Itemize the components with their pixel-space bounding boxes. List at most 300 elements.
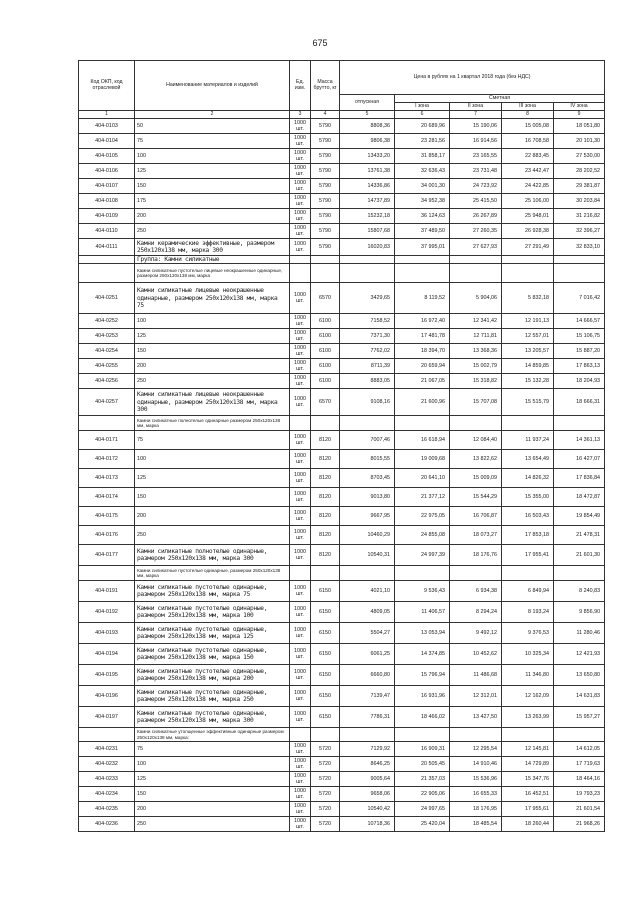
page-number: 675 [312, 38, 328, 48]
header-zone-2: II зона [450, 103, 502, 111]
item-mass: 6150 [311, 686, 340, 707]
group-empty-cell [311, 264, 340, 283]
zone-2-price: 8 294,24 [450, 602, 502, 623]
table-body [79, 119, 605, 832]
item-code: 404-0172 [79, 450, 135, 469]
zone-2-price: 12 312,01 [450, 686, 502, 707]
zone-2-price: 15 536,96 [450, 772, 502, 787]
table-row [79, 314, 605, 329]
zone-2-price: 23 165,55 [450, 149, 502, 164]
table-row [79, 742, 605, 757]
release-price: 16020,83 [340, 239, 395, 256]
column-number: 2 [135, 111, 290, 119]
release-price: 7762,02 [340, 344, 395, 359]
item-unit: 1000 шт. [290, 164, 311, 179]
zone-4-price: 21 478,31 [554, 526, 605, 545]
table-row [79, 359, 605, 374]
item-unit: 1000 шт. [290, 431, 311, 450]
release-price: 5504,27 [340, 623, 395, 644]
zone-3-price: 10 325,34 [502, 644, 554, 665]
item-mass: 5720 [311, 787, 340, 802]
zone-1-price: 20 505,45 [395, 757, 450, 772]
item-unit: 1000 шт. [290, 314, 311, 329]
zone-4-price: 11 280,46 [554, 623, 605, 644]
release-price: 8703,45 [340, 469, 395, 488]
zone-4-price: 9 856,90 [554, 602, 605, 623]
item-code: 404-0191 [79, 581, 135, 602]
zone-1-price: 11 406,57 [395, 602, 450, 623]
table-row [79, 757, 605, 772]
item-code: 404-0194 [79, 644, 135, 665]
group-empty-cell [290, 416, 311, 431]
group-code-cell [79, 416, 135, 431]
zone-2-price: 18 176,95 [450, 802, 502, 817]
zone-1-price: 16 972,40 [395, 314, 450, 329]
table-row [79, 665, 605, 686]
item-name: Камни силикатные пустотелые одинарные, размером 250х120х138 мм, марка 250 [135, 686, 290, 707]
item-unit: 1000 шт. [290, 802, 311, 817]
zone-4-price: 13 650,80 [554, 665, 605, 686]
item-unit: 1000 шт. [290, 707, 311, 728]
header-code: Код ОКП, код отраслевой [79, 61, 135, 111]
release-price: 14336,86 [340, 179, 395, 194]
zone-3-price: 14 826,32 [502, 469, 554, 488]
item-mass: 5790 [311, 239, 340, 256]
zone-2-price: 15 002,79 [450, 359, 502, 374]
item-name: 250 [135, 224, 290, 239]
zone-3-price: 17 853,18 [502, 526, 554, 545]
zone-4-price: 21 601,30 [554, 545, 605, 566]
zone-4-price: 19 854,49 [554, 507, 605, 526]
table-header [79, 61, 605, 119]
zone-1-price: 21 067,05 [395, 374, 450, 389]
item-code: 404-0252 [79, 314, 135, 329]
group-code-cell [79, 264, 135, 283]
item-name: 150 [135, 787, 290, 802]
item-mass: 6150 [311, 581, 340, 602]
table-row [79, 787, 605, 802]
zone-1-price: 23 281,56 [395, 134, 450, 149]
zone-3-price: 13 205,57 [502, 344, 554, 359]
zone-2-price: 13 427,50 [450, 707, 502, 728]
release-price: 10718,36 [340, 817, 395, 832]
release-price: 10540,42 [340, 802, 395, 817]
zone-3-price: 25 948,01 [502, 209, 554, 224]
item-unit: 1000 шт. [290, 283, 311, 314]
item-mass: 6570 [311, 283, 340, 314]
zone-2-price: 15 190,06 [450, 119, 502, 134]
zone-1-price: 24 997,39 [395, 545, 450, 566]
item-name: 250 [135, 817, 290, 832]
zone-1-price: 32 636,43 [395, 164, 450, 179]
zone-1-price: 34 952,38 [395, 194, 450, 209]
zone-1-price: 22 975,05 [395, 507, 450, 526]
item-code: 404-0107 [79, 179, 135, 194]
zone-4-price: 21 601,54 [554, 802, 605, 817]
item-unit: 1000 шт. [290, 623, 311, 644]
group-title: Камни силикатные полнотелые одинарные размером 250х120х138 мм, марка [135, 416, 290, 431]
item-mass: 8120 [311, 488, 340, 507]
release-price: 8883,05 [340, 374, 395, 389]
table-row [79, 581, 605, 602]
item-code: 404-0105 [79, 149, 135, 164]
zone-3-price: 5 832,18 [502, 283, 554, 314]
zone-1-price: 31 858,17 [395, 149, 450, 164]
zone-3-price: 25 106,00 [502, 194, 554, 209]
zone-3-price: 14 859,85 [502, 359, 554, 374]
item-unit: 1000 шт. [290, 134, 311, 149]
zone-2-price: 23 731,48 [450, 164, 502, 179]
release-price: 7129,92 [340, 742, 395, 757]
zone-4-price: 7 016,42 [554, 283, 605, 314]
item-name: 250 [135, 374, 290, 389]
item-unit: 1000 шт. [290, 209, 311, 224]
zone-4-price: 18 051,80 [554, 119, 605, 134]
table-row [79, 469, 605, 488]
item-code: 404-0176 [79, 526, 135, 545]
table-row [79, 817, 605, 832]
header-estimate: Сметная [395, 95, 605, 103]
column-number: 3 [290, 111, 311, 119]
zone-2-price: 24 723,92 [450, 179, 502, 194]
release-price: 9005,64 [340, 772, 395, 787]
table-row [79, 507, 605, 526]
group-empty-cell [554, 566, 605, 581]
group-empty-cell [395, 566, 450, 581]
zone-3-price: 8 193,24 [502, 602, 554, 623]
release-price: 3429,65 [340, 283, 395, 314]
item-name: 125 [135, 329, 290, 344]
item-mass: 5720 [311, 772, 340, 787]
zone-1-price: 24 855,08 [395, 526, 450, 545]
table-row [79, 179, 605, 194]
zone-4-price: 18 472,87 [554, 488, 605, 507]
item-name: 250 [135, 526, 290, 545]
item-name: 50 [135, 119, 290, 134]
zone-3-price: 9 376,53 [502, 623, 554, 644]
item-code: 404-0111 [79, 239, 135, 256]
item-code: 404-0104 [79, 134, 135, 149]
item-unit: 1000 шт. [290, 179, 311, 194]
table-row [79, 149, 605, 164]
price-table [78, 60, 605, 832]
item-unit: 1000 шт. [290, 757, 311, 772]
release-price: 9806,38 [340, 134, 395, 149]
item-unit: 1000 шт. [290, 644, 311, 665]
table-row [79, 329, 605, 344]
zone-1-price: 21 377,12 [395, 488, 450, 507]
header-unit: Ед. изм. [290, 61, 311, 111]
table-row [79, 623, 605, 644]
zone-4-price: 15 957,27 [554, 707, 605, 728]
item-name: 125 [135, 469, 290, 488]
item-mass: 8120 [311, 431, 340, 450]
item-unit: 1000 шт. [290, 488, 311, 507]
item-mass: 6100 [311, 329, 340, 344]
item-mass: 5790 [311, 164, 340, 179]
item-code: 404-0110 [79, 224, 135, 239]
zone-2-price: 15 707,08 [450, 389, 502, 416]
zone-1-price: 16 931,96 [395, 686, 450, 707]
table-row [79, 164, 605, 179]
zone-3-price: 13 654,49 [502, 450, 554, 469]
zone-3-price: 26 928,38 [502, 224, 554, 239]
item-name: Камни силикатные пустотелые одинарные, размером 250х120х138 мм, марка 150 [135, 644, 290, 665]
item-code: 404-0251 [79, 283, 135, 314]
group-empty-cell [340, 728, 395, 742]
item-code: 404-0192 [79, 602, 135, 623]
zone-2-price: 27 260,35 [450, 224, 502, 239]
table-row [79, 450, 605, 469]
item-name: Камни силикатные пустотелые одинарные, размером 250х120х138 мм, марка 100 [135, 602, 290, 623]
item-name: 200 [135, 209, 290, 224]
item-name: Камни силикатные полнотелые одинарные, размером 250х120х138 мм, марка 300 [135, 545, 290, 566]
zone-2-price: 12 711,81 [450, 329, 502, 344]
zone-2-price: 12 084,40 [450, 431, 502, 450]
column-number: 5 [340, 111, 395, 119]
item-code: 404-0197 [79, 707, 135, 728]
header-release-price: отпускная [340, 95, 395, 111]
group-empty-cell [554, 256, 605, 264]
zone-2-price: 25 415,50 [450, 194, 502, 209]
item-mass: 5720 [311, 742, 340, 757]
item-code: 404-0257 [79, 389, 135, 416]
group-row [79, 728, 605, 742]
group-code-cell [79, 566, 135, 581]
zone-1-price: 34 001,30 [395, 179, 450, 194]
item-code: 404-0232 [79, 757, 135, 772]
zone-3-price: 14 729,89 [502, 757, 554, 772]
table-row [79, 239, 605, 256]
zone-3-price: 16 503,43 [502, 507, 554, 526]
zone-2-price: 16 914,56 [450, 134, 502, 149]
group-empty-cell [450, 416, 502, 431]
table-row [79, 389, 605, 416]
table-row [79, 431, 605, 450]
column-number: 7 [450, 111, 502, 119]
zone-2-price: 14 910,46 [450, 757, 502, 772]
zone-1-price: 17 481,78 [395, 329, 450, 344]
zone-2-price: 5 904,06 [450, 283, 502, 314]
group-row [79, 256, 605, 264]
item-name: 100 [135, 149, 290, 164]
zone-1-price: 18 394,70 [395, 344, 450, 359]
item-code: 404-0174 [79, 488, 135, 507]
item-unit: 1000 шт. [290, 686, 311, 707]
item-code: 404-0231 [79, 742, 135, 757]
zone-2-price: 12 341,42 [450, 314, 502, 329]
item-code: 404-0177 [79, 545, 135, 566]
zone-3-price: 13 263,99 [502, 707, 554, 728]
item-code: 404-0196 [79, 686, 135, 707]
header-zone-1: I зона [395, 103, 450, 111]
zone-1-price: 8 119,52 [395, 283, 450, 314]
table-row [79, 802, 605, 817]
item-code: 404-0193 [79, 623, 135, 644]
item-code: 404-0175 [79, 507, 135, 526]
zone-2-price: 11 486,68 [450, 665, 502, 686]
table-row [79, 602, 605, 623]
group-empty-cell [554, 264, 605, 283]
item-name: 75 [135, 134, 290, 149]
zone-1-price: 9 536,43 [395, 581, 450, 602]
zone-3-price: 15 355,00 [502, 488, 554, 507]
zone-3-price: 6 849,94 [502, 581, 554, 602]
item-mass: 8120 [311, 545, 340, 566]
table-row [79, 526, 605, 545]
release-price: 13761,38 [340, 164, 395, 179]
zone-3-price: 16 708,58 [502, 134, 554, 149]
zone-4-price: 15 887,20 [554, 344, 605, 359]
item-mass: 5790 [311, 209, 340, 224]
zone-1-price: 19 009,68 [395, 450, 450, 469]
group-empty-cell [290, 728, 311, 742]
zone-1-price: 22 905,06 [395, 787, 450, 802]
item-unit: 1000 шт. [290, 374, 311, 389]
zone-3-price: 22 883,45 [502, 149, 554, 164]
zone-4-price: 18 204,93 [554, 374, 605, 389]
item-mass: 6150 [311, 707, 340, 728]
zone-4-price: 12 421,93 [554, 644, 605, 665]
zone-4-price: 31 216,82 [554, 209, 605, 224]
release-price: 7371,30 [340, 329, 395, 344]
group-code-cell [79, 728, 135, 742]
group-empty-cell [340, 566, 395, 581]
header-price: Цена в рублях на 1 квартал 2018 года (без НДС) [340, 61, 605, 95]
item-unit: 1000 шт. [290, 469, 311, 488]
zone-4-price: 28 202,52 [554, 164, 605, 179]
item-code: 404-0253 [79, 329, 135, 344]
zone-3-price: 12 145,81 [502, 742, 554, 757]
item-code: 404-0109 [79, 209, 135, 224]
release-price: 6061,25 [340, 644, 395, 665]
zone-1-price: 14 374,85 [395, 644, 450, 665]
group-empty-cell [450, 256, 502, 264]
group-empty-cell [340, 264, 395, 283]
group-empty-cell [311, 416, 340, 431]
item-name: Камни силикатные пустотелые одинарные, размером 250х120х138 мм, марка 125 [135, 623, 290, 644]
group-empty-cell [502, 256, 554, 264]
item-name: 150 [135, 488, 290, 507]
column-number: 8 [502, 111, 554, 119]
group-empty-cell [290, 264, 311, 283]
release-price: 8808,36 [340, 119, 395, 134]
zone-4-price: 14 666,57 [554, 314, 605, 329]
release-price: 15807,68 [340, 224, 395, 239]
item-name: 200 [135, 507, 290, 526]
zone-3-price: 24 422,85 [502, 179, 554, 194]
item-unit: 1000 шт. [290, 545, 311, 566]
zone-4-price: 20 101,30 [554, 134, 605, 149]
table-row [79, 209, 605, 224]
zone-2-price: 15 009,09 [450, 469, 502, 488]
zone-1-price: 24 997,65 [395, 802, 450, 817]
item-unit: 1000 шт. [290, 526, 311, 545]
item-name: 75 [135, 742, 290, 757]
item-unit: 1000 шт. [290, 224, 311, 239]
zone-1-price: 20 689,96 [395, 119, 450, 134]
table-row [79, 344, 605, 359]
zone-4-price: 29 381,87 [554, 179, 605, 194]
zone-2-price: 27 627,93 [450, 239, 502, 256]
group-row [79, 264, 605, 283]
column-number: 1 [79, 111, 135, 119]
table-row [79, 224, 605, 239]
item-mass: 5790 [311, 149, 340, 164]
zone-3-price: 15 347,76 [502, 772, 554, 787]
zone-3-price: 12 162,09 [502, 686, 554, 707]
zone-4-price: 27 530,00 [554, 149, 605, 164]
group-empty-cell [311, 566, 340, 581]
zone-2-price: 26 267,89 [450, 209, 502, 224]
header-zone-4: IV зона [554, 103, 605, 111]
zone-2-price: 12 295,54 [450, 742, 502, 757]
zone-4-price: 14 631,83 [554, 686, 605, 707]
table-row [79, 283, 605, 314]
item-mass: 8120 [311, 450, 340, 469]
zone-3-price: 12 557,01 [502, 329, 554, 344]
item-mass: 6100 [311, 374, 340, 389]
zone-2-price: 16 655,33 [450, 787, 502, 802]
header-mass: Масса брутто, кг [311, 61, 340, 111]
item-unit: 1000 шт. [290, 239, 311, 256]
group-empty-cell [450, 264, 502, 283]
zone-4-price: 17 719,63 [554, 757, 605, 772]
item-unit: 1000 шт. [290, 602, 311, 623]
item-unit: 1000 шт. [290, 665, 311, 686]
header-zone-3: III зона [502, 103, 554, 111]
zone-4-price: 8 240,83 [554, 581, 605, 602]
item-unit: 1000 шт. [290, 787, 311, 802]
zone-4-price: 19 793,23 [554, 787, 605, 802]
release-price: 7139,47 [340, 686, 395, 707]
item-code: 404-0108 [79, 194, 135, 209]
table-row [79, 772, 605, 787]
release-price: 8711,39 [340, 359, 395, 374]
zone-3-price: 11 937,24 [502, 431, 554, 450]
item-unit: 1000 шт. [290, 389, 311, 416]
release-price: 10540,31 [340, 545, 395, 566]
item-mass: 5790 [311, 179, 340, 194]
zone-4-price: 21 968,26 [554, 817, 605, 832]
item-code: 404-0254 [79, 344, 135, 359]
zone-1-price: 15 796,94 [395, 665, 450, 686]
group-empty-cell [450, 566, 502, 581]
zone-1-price: 21 600,96 [395, 389, 450, 416]
group-row [79, 566, 605, 581]
group-title: Камни силикатные утолщенные эффективные одинарные размером 250х120х138 мм, марка: [135, 728, 290, 742]
zone-3-price: 11 346,80 [502, 665, 554, 686]
group-empty-cell [502, 416, 554, 431]
item-mass: 6570 [311, 389, 340, 416]
release-price: 7007,46 [340, 431, 395, 450]
zone-1-price: 16 618,94 [395, 431, 450, 450]
release-price: 9108,16 [340, 389, 395, 416]
zone-2-price: 18 073,27 [450, 526, 502, 545]
zone-2-price: 6 934,38 [450, 581, 502, 602]
item-name: Камни силикатные пустотелые одинарные, размером 250х120х138 мм, марка 200 [135, 665, 290, 686]
group-empty-cell [395, 264, 450, 283]
item-code: 404-0236 [79, 817, 135, 832]
item-mass: 6100 [311, 344, 340, 359]
zone-4-price: 18 464,16 [554, 772, 605, 787]
item-unit: 1000 шт. [290, 344, 311, 359]
group-empty-cell [340, 256, 395, 264]
group-empty-cell [290, 566, 311, 581]
item-unit: 1000 шт. [290, 507, 311, 526]
item-name: 100 [135, 450, 290, 469]
item-unit: 1000 шт. [290, 581, 311, 602]
